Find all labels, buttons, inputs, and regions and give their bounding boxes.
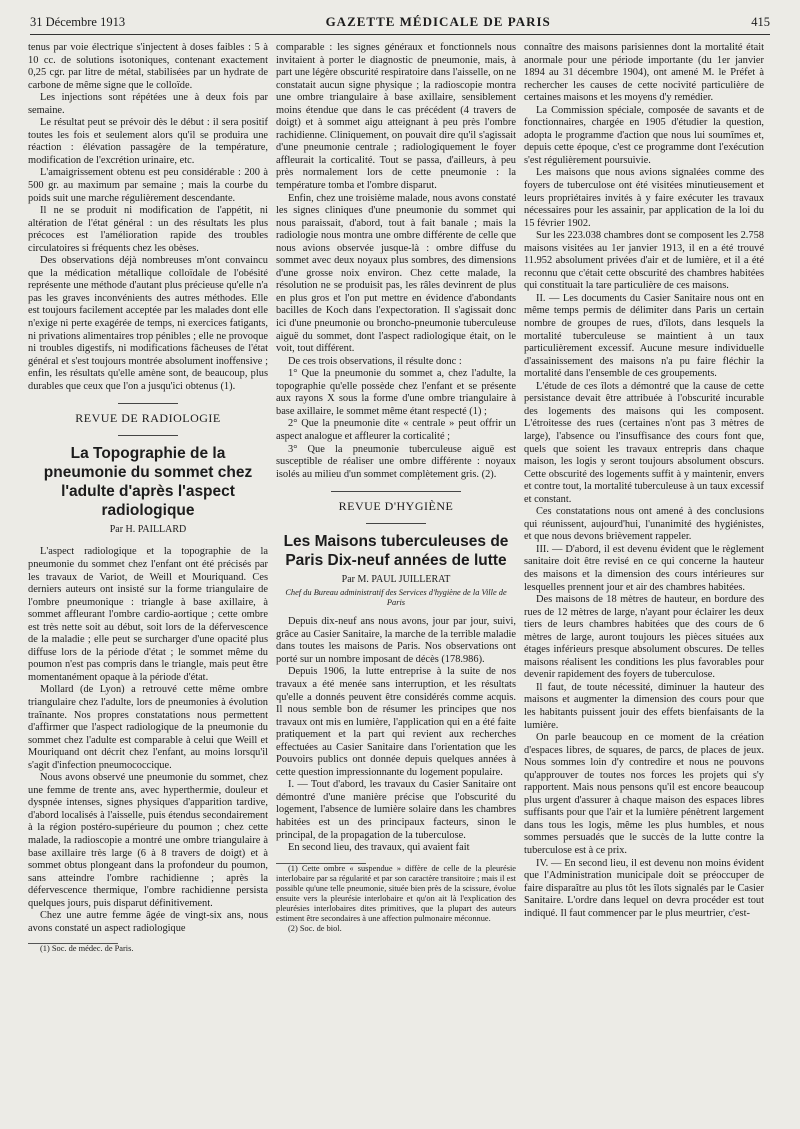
paragraph: Le résultat peut se prévoir dès le début : il sera positif toutes les fois et seulement alors qu'il se produira une réaction : élévation passagère de la température, modification de l'excrétion urinaire, etc. <box>28 117 268 166</box>
paragraph: La Commission spéciale, composée de savants et de fonctionnaires, chargée en 1905 d'étudier la question, adopta le programme d'action que nous lui soumîmes et, depuis cette époque, c'est ce programme dont l'exécution s'est régulièrement poursuivie. <box>524 104 764 166</box>
divider <box>331 491 461 492</box>
article-title: La Topographie de la pneumonie du sommet chez l'adulte d'après l'aspect radiologique <box>43 444 253 519</box>
paragraph: L'amaigrissement obtenu est peu considérable : 200 à 500 gr. au maximum par semaine ; mais la courbe du poids suit une marche régulièrement descendante. <box>28 167 268 204</box>
divider <box>366 523 426 524</box>
footnote: (2) Soc. de biol. <box>288 923 342 933</box>
paragraph: II. — Les documents du Casier Sanitaire nous ont en même temps permis de délimiter dans Paris un certain nombre de groupes de rues, d'îlots, dans lesquels la mortalité tuberculeuse se maintient à un taux particulièrement excessif. Aucune mesure individuelle d'assainissement des maisons n'a pu faire fléchir la mortalité dans l'ensemble de ces groupements. <box>524 292 764 380</box>
paragraph: I. — Tout d'abord, les travaux du Casier Sanitaire ont démontré d'une manière précise que l'obscurité du logement, l'absence de lumière solaire dans les chambres habitées est un des principaux facteurs, sinon le principal, de la propagation de la tuberculose. <box>276 779 516 841</box>
issue-date: 31 Décembre 1913 <box>30 15 126 29</box>
footnote: (1) Cette ombre « suspendue » diffère de celle de la pleurésie interlobaire par sa régularité et par son caractère transitoire ; mais il est possible qu'une telle pneumonie, située bien près de la scissure, évolue ensuite vers la pleurésie interlobaire et qu'on ait là l'explication des pleurésies interlobaires dites primitives, que la plupart des auteurs estiment être secondaires à une affection pulmonaire méconnue. <box>276 863 516 923</box>
footnote: (1) Soc. de médec. de Paris. <box>40 944 134 954</box>
paragraph: On parle beaucoup en ce moment de la création d'espaces libres, de squares, de parcs, de places de jeux. Nous sommes loin d'y contredire et nous ne pouvons qu'approuver de toutes nos forces les projets qui s'y rapportent. Mais nous pensons qu'il est encore beaucoup plus urgent d'assurer à chaque maison des espaces libres suffisants pour que l'air et la lumière pénètrent largement dans tous les logis, même les plus humbles, et nous sommes persuadés que le succès de la lutte contre la tuberculose est à ce prix. <box>524 732 764 856</box>
divider <box>118 403 178 404</box>
page-header <box>30 14 770 35</box>
paragraph: L'étude de ces îlots a démontré que la cause de cette persistance devait être attribuée à l'obscurité incurable des logements des maisons qui les composent. L'étroitesse des rues (certaines n'ont pas 3 mètres de large), l'absence ou l'insuffisance des cours font que, quels que soient les travaux entrepris dans chaque maison, les logis y seront toujours absolument obscurs. Cette obscurité des logements suffit à y maintenir, envers et contre tout, la mortalité tuberculeuse à un taux excessif et constant. <box>524 380 764 505</box>
column-3 <box>524 42 764 1122</box>
section-heading: REVUE D'HYGIÈNE <box>338 499 454 514</box>
paragraph: Il ne se produit ni modification de l'appétit, ni altération de l'état général : un des résultats les plus précoces est l'amélioration rapide des troubles circulatoires si fréquents chez les obèses. <box>28 205 268 254</box>
paragraph: comparable : les signes généraux et fonctionnels nous invitaient à porter le diagnostic de pneumonie, mais, à part une légère obscurité respiratoire dans l'aisselle, on ne constatait aucun signe physique ; la radioscopie montra une ombre triangulaire à base axillaire, sensiblement moins étendue que dans le cas précédent (4 travers de doigt) et à sommet aigu atteignant à peu près l'ombre rachidienne. Cliniquement, on pouvait dire qu'il s'agissait d'une pneumonie centrale ; radiologiquement le foyer affleurait la corticalité. Tout se passa, d'ailleurs, à peu près normalement lors de cette pneumonie : la température tomba et l'ombre disparut. <box>276 42 516 192</box>
paragraph: Chez une autre femme âgée de vingt-six ans, nous avons constaté un aspect radiologique <box>28 910 268 934</box>
column-2 <box>276 42 516 1122</box>
publication-title: GAZETTE MÉDICALE DE PARIS <box>325 14 551 29</box>
paragraph: Enfin, chez une troisième malade, nous avons constaté les signes cliniques d'une pneumonie du sommet qui nous paraissait, d'abord, tout à fait banale ; mais la radiologie nous montra une ombre différente de celle que nous avions observée jusque-là : ombre diffuse du sommet avec deux noyaux plus sombres, des dimensions d'une grosse noix environ. Chez cette malade, la résolution ne se produisit pas, les râles devinrent de plus en plus gros et l'on put mettre en évidence d'abondants bacilles de Koch dans l'expectoration. Il s'agissait donc ici d'une pneumonie ou broncho-pneumonie tuberculeuse aiguë du sommet, dont l'aspect radiologique était, on le voit, tout différent. <box>276 192 516 355</box>
paragraph: Sur les 223.038 chambres dont se composent les 2.758 maisons visitées au 1er janvier 1913, il en a été trouvé 11.952 absolument privées d'air et de lumière, et il a été reconnu que c'était cette obscurité des chambres habitées qui constituait la tare particulière de ces maisons. <box>524 230 764 292</box>
column-1 <box>28 42 268 1122</box>
paragraph: connaître des maisons parisiennes dont la mortalité était anormale pour une période importante (du 1er janvier 1894 au 31 décembre 1904), ont amené M. le Préfet à rechercher les causes de cette nocivité particulière de certaines maisons et les moyens d'y remédier. <box>524 42 764 104</box>
section-heading: REVUE DE RADIOLOGIE <box>75 411 221 426</box>
article-author: Par H. PAILLARD <box>109 523 187 535</box>
paragraph: 3° Que la pneumonie tuberculeuse aiguë est susceptible de réaliser une ombre différente : noyaux isolés au milieu d'un sommet complètement gris. (2). <box>276 443 516 480</box>
paragraph: tenus par voie électrique s'injectent à doses faibles : 5 à 10 cc. de solutions isotoniques, contenant exactement 0,25 cgr. par litre de métal, stabilisées par un hydrate de carbone de même signe que le colloïde. <box>28 42 268 91</box>
paragraph: III. — D'abord, il est devenu évident que le règlement sanitaire doit être revisé en ce qui concerne la hauteur des maisons et la dimension des cours intérieures sur lesquelles prennent jour et air des chambres habitées. <box>524 543 764 593</box>
paragraph: Depuis 1906, la lutte entreprise à la suite de nos travaux a été menée sans interruption, et les résultats qu'elle a donnés peuvent être considérés comme acquis. Il nous semble bon de résumer les principes que nos travaux ont mis en lumière, l'application qui en a été faite pratiquement et la part qui revient aux recherches effectuées au Casier Sanitaire dans l'orientation que les Pouvoirs publics ont donnée depuis quelques années à cette question impressionnante du logement populaire. <box>276 666 516 778</box>
paragraph: 2° Que la pneumonie dite « centrale » peut offrir un aspect analogue et affleurer la corticalité ; <box>276 418 516 442</box>
author-affiliation: Chef du Bureau administratif des Services d'hygiène de la Ville de Paris <box>285 588 507 608</box>
paragraph: Depuis dix-neuf ans nous avons, jour par jour, suivi, grâce au Casier Sanitaire, la marche de la terrible maladie dans toutes les maisons de Paris. Nos observations ont porté sur un nombre imposant de décès (178.986). <box>276 616 516 665</box>
paragraph: De ces trois observations, il résulte donc : <box>288 355 462 367</box>
paragraph: Les injections sont répétées une à deux fois par semaine. <box>28 92 268 116</box>
paragraph: En second lieu, des travaux, qui avaient fait <box>288 842 470 854</box>
divider <box>118 435 178 436</box>
paragraph: Ces constatations nous ont amené à des conclusions qui réunissent, aujourd'hui, l'unanimité des hygiénistes, et que nous devons brièvement rappeler. <box>524 506 764 543</box>
paragraph: Les maisons que nous avions signalées comme des foyers de tuberculose ont été visitées minutieusement et leurs propriétaires invités à y faire exécuter les travaux nécessaires pour les assainir, par application de la loi du 15 février 1902. <box>524 167 764 229</box>
article-title: Les Maisons tuberculeuses de Paris Dix-neuf années de lutte <box>283 532 509 569</box>
paragraph: IV. — En second lieu, il est devenu non moins évident que l'Administration municipale doit se préoccuper de faire disparaître au plus tôt les îlots signalés par le Casier Sanitaire. L'ordre dans lequel on devra procéder est tout indiqué. Il faut commencer par le plus meurtrier, c'est- <box>524 857 764 919</box>
page-number: 415 <box>751 15 770 29</box>
paragraph: L'aspect radiologique et la topographie de la pneumonie du sommet chez l'enfant ont été précisés par les travaux de Variot, de Weill et Mouriquand. Ces derniers auteurs ont insisté sur la forme triangulaire de l'ombre pneumonique : triangle à base axillaire, à sommet affleurant l'ombre cardio-aortique ; cette ombre est très nette soit au début, soit lors de la défervescence de la maladie ; elle peut se surcharger d'une opacité plus diffuse lors de la période d'état ; le sommet même du poumon n'est pas compris dans le triangle, mais peut être momentanément opaque à la période d'état. <box>28 546 268 683</box>
article-author: Par M. PAUL JUILLERAT <box>341 573 451 585</box>
paragraph: Nous avons observé une pneumonie du sommet, chez une femme de trente ans, avec hyperthermie, douleur et dyspnée intenses, signes physiques d'apparition tardive, d'abord localisés à l'aisselle, puis étendus secondairement à la région postéro-supérieure du poumon ; chez cette malade, la radioscopie a montré une ombre triangulaire à base axillaire très large (6 à 8 travers de doigt) et à sommet obtus plongeant dans la profondeur du poumon, sans atteindre l'ombre rachidienne ; après la défervescence thermique, l'ombre rachidienne persista quelques jours, puis disparut définitivement. <box>28 772 268 909</box>
paragraph: Des observations déjà nombreuses m'ont convaincu que la médication métallique colloïdale de l'obésité représente une méthode d'autant plus précieuse qu'elle n'a pas les graves inconvénients des autres méthodes. Elle est toujours facilement acceptée par les malades dont elle n'exige ni perte exagérée de temps, ni exercices fatigants, ni privations alimentaires trop pénibles ; elle ne provoque ni troubles digestifs, ni modifications fâcheuses de l'état général et s'est toujours montrée absolument inoffensive ; enfin, les résultats qu'elle amène sont, de beaucoup, plus durables que ceux que l'on a jusqu'ici obtenus (1). <box>28 255 268 392</box>
paragraph: Mollard (de Lyon) a retrouvé cette même ombre triangulaire chez l'adulte, lors de pneumonies à évolution traînante. Nos propres constatations nous permettent d'affirmer que l'aspect radiologique de la pneumonie du sommet chez l'adulte est comparable à celui que Weill et Mouriquand ont décrit chez l'enfant, au moins lorsqu'il s'agit d'infection pneumococcique. <box>28 684 268 771</box>
paragraph: 1° Que la pneumonie du sommet a, chez l'adulte, la topographie qu'elle possède chez l'enfant et se présente aux rayons X sous la forme d'une ombre triangulaire à base axillaire, le sommet même étant respecté (1) ; <box>276 368 516 417</box>
paragraph: Il faut, de toute nécessité, diminuer la hauteur des maisons et augmenter la dimension des cours pour que les habitants puissent jouir des effets bienfaisants de la lumière. <box>524 681 764 731</box>
paragraph: Des maisons de 18 mètres de hauteur, en bordure des rues de 12 mètres de large, n'ayant pour éclairer les deux tiers de leurs chambres habitées que des cours de 6 mètres de large, auront toujours les pièces situées aux étages inférieurs presque absolument obscures. De telles maisons réalisent les conditions les plus favorables pour devenir rapidement des foyers de tuberculose. <box>524 594 764 681</box>
